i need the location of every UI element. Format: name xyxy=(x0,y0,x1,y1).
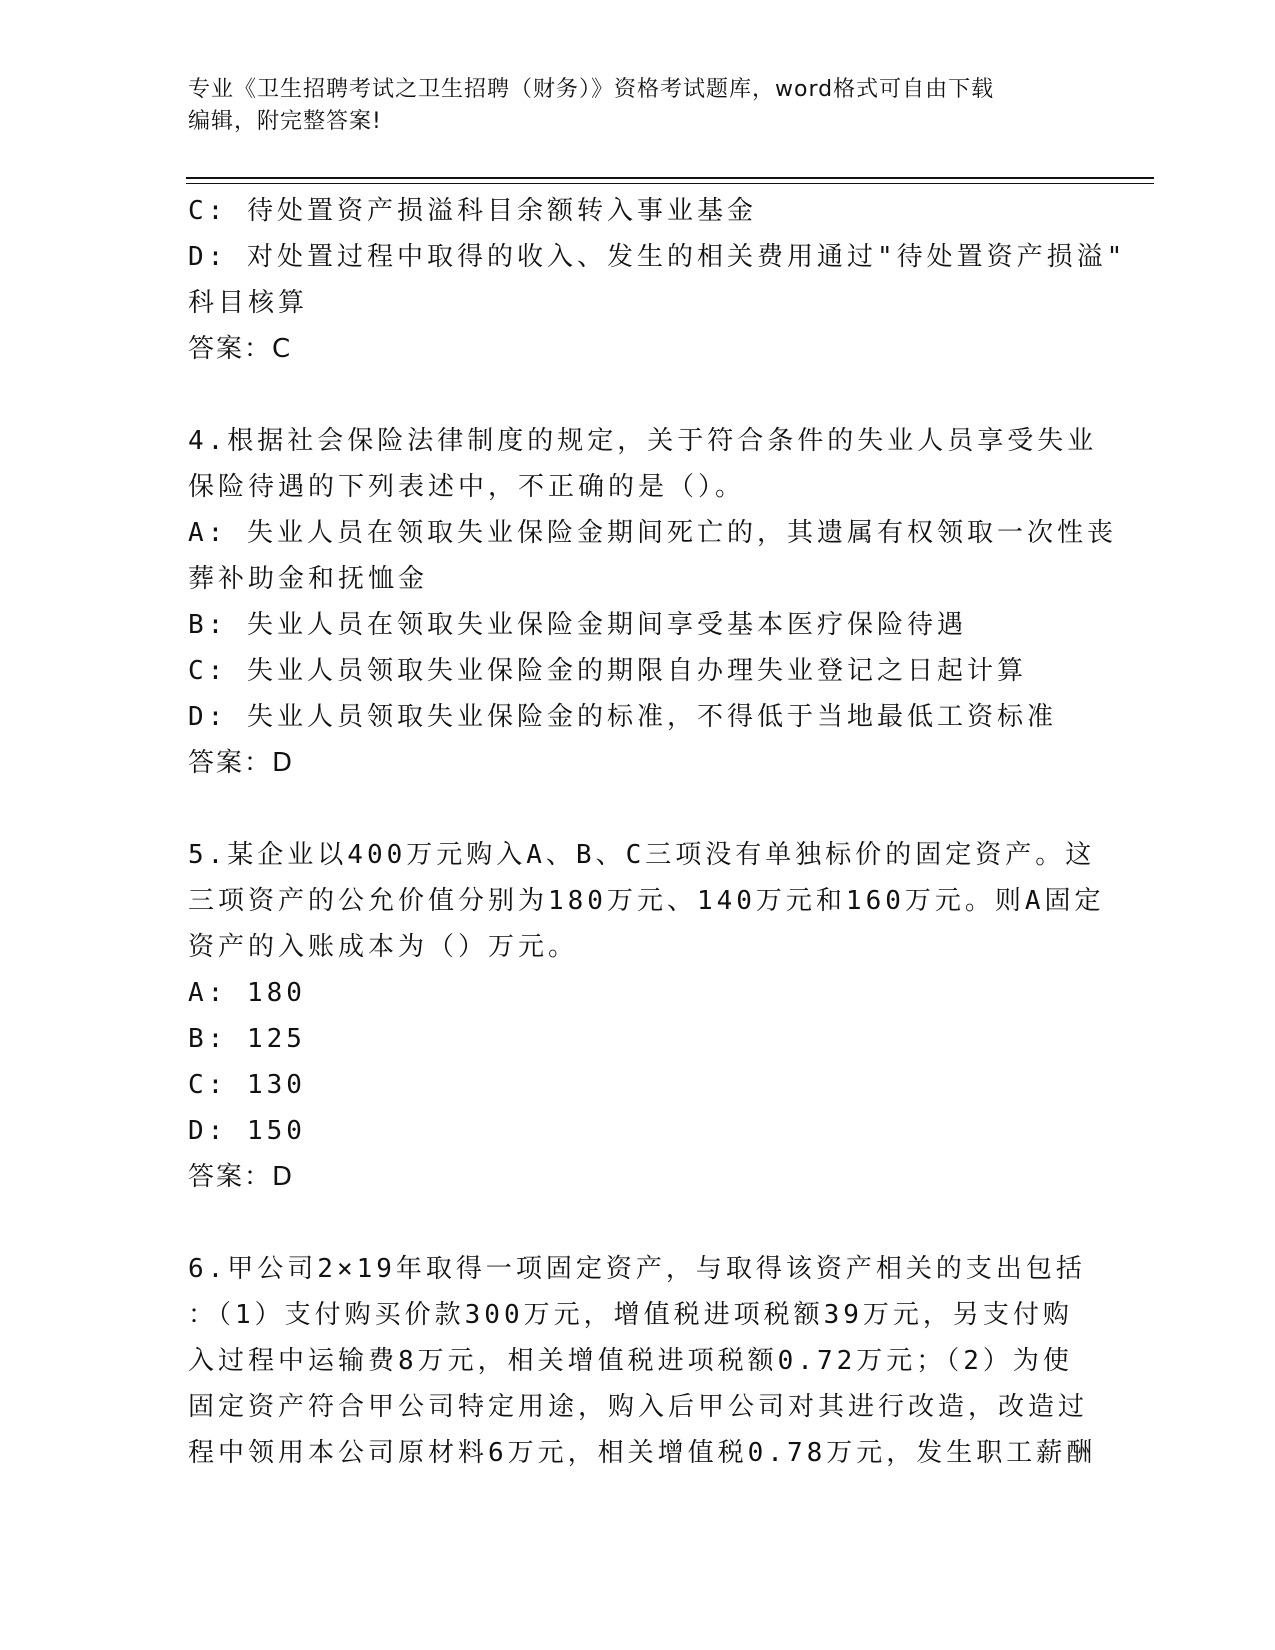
q3-option-d-line-1: D: 对处置过程中取得的收入、发生的相关费用通过"待处置资产损溢" xyxy=(188,242,1127,272)
q4-option-c: C: 失业人员领取失业保险金的期限自办理失业登记之日起计算 xyxy=(188,656,1027,686)
question-6 xyxy=(188,1246,1097,1476)
q6-stem-line-5: 程中领用本公司原材料6万元，相关增值税0.78万元，发生职工薪酬 xyxy=(188,1438,1097,1468)
q4-option-d: D: 失业人员领取失业保险金的标准，不得低于当地最低工资标准 xyxy=(188,702,1057,732)
header-rule-thick xyxy=(186,177,1154,179)
document-body xyxy=(188,188,1127,1476)
header-line-2: 编辑，附完整答案! xyxy=(188,109,382,134)
q5-stem-line-2: 三项资产的公允价值分别为180万元、140万元和160万元。则A固定 xyxy=(188,886,1105,916)
q3-answer: 答案：C xyxy=(188,334,293,364)
question-3-tail xyxy=(188,188,1127,372)
q4-answer: 答案：D xyxy=(188,748,295,778)
spacer xyxy=(188,1200,1088,1246)
q5-option-d: D: 150 xyxy=(188,1116,306,1146)
q3-option-c: C: 待处置资产损溢科目余额转入事业基金 xyxy=(188,196,757,226)
q4-option-a-line-1: A: 失业人员在领取失业保险金期间死亡的，其遗属有权领取一次性丧 xyxy=(188,518,1117,548)
question-4 xyxy=(188,418,1117,786)
header-rule-thin xyxy=(186,183,1154,184)
document-header xyxy=(188,74,1088,138)
q5-stem-line-3: 资产的入账成本为（）万元。 xyxy=(188,932,579,962)
q4-option-b: B: 失业人员在领取失业保险金期间享受基本医疗保险待遇 xyxy=(188,610,967,640)
q5-answer: 答案：D xyxy=(188,1162,295,1192)
q6-stem-line-3: 入过程中运输费8万元，相关增值税进项税额0.72万元；（2）为使 xyxy=(188,1346,1073,1376)
q3-option-d-line-2: 科目核算 xyxy=(188,288,309,318)
q5-option-c: C: 130 xyxy=(188,1070,306,1100)
q4-stem-line-1: 4.根据社会保险法律制度的规定，关于符合条件的失业人员享受失业 xyxy=(188,426,1098,456)
spacer xyxy=(188,786,1088,832)
question-5 xyxy=(188,832,1105,1200)
q5-option-a: A: 180 xyxy=(188,978,306,1008)
header-line-1: 专业《卫生招聘考试之卫生招聘（财务）》资格考试题库，word格式可自由下载 xyxy=(188,77,995,102)
q6-stem-line-2: ：（1）支付购买价款300万元，增值税进项税额39万元，另支付购 xyxy=(188,1300,1073,1330)
q4-option-a-line-2: 葬补助金和抚恤金 xyxy=(188,564,429,594)
spacer xyxy=(188,372,1088,418)
q4-stem-line-2: 保险待遇的下列表述中，不正确的是（）。 xyxy=(188,472,746,502)
q5-stem-line-1: 5.某企业以400万元购入A、B、C三项没有单独标价的固定资产。这 xyxy=(188,840,1096,870)
q6-stem-line-4: 固定资产符合甲公司特定用途，购入后甲公司对其进行改造，改造过 xyxy=(188,1392,1089,1422)
q6-stem-line-1: 6.甲公司2×19年取得一项固定资产，与取得该资产相关的支出包括 xyxy=(188,1254,1086,1284)
q5-option-b: B: 125 xyxy=(188,1024,306,1054)
